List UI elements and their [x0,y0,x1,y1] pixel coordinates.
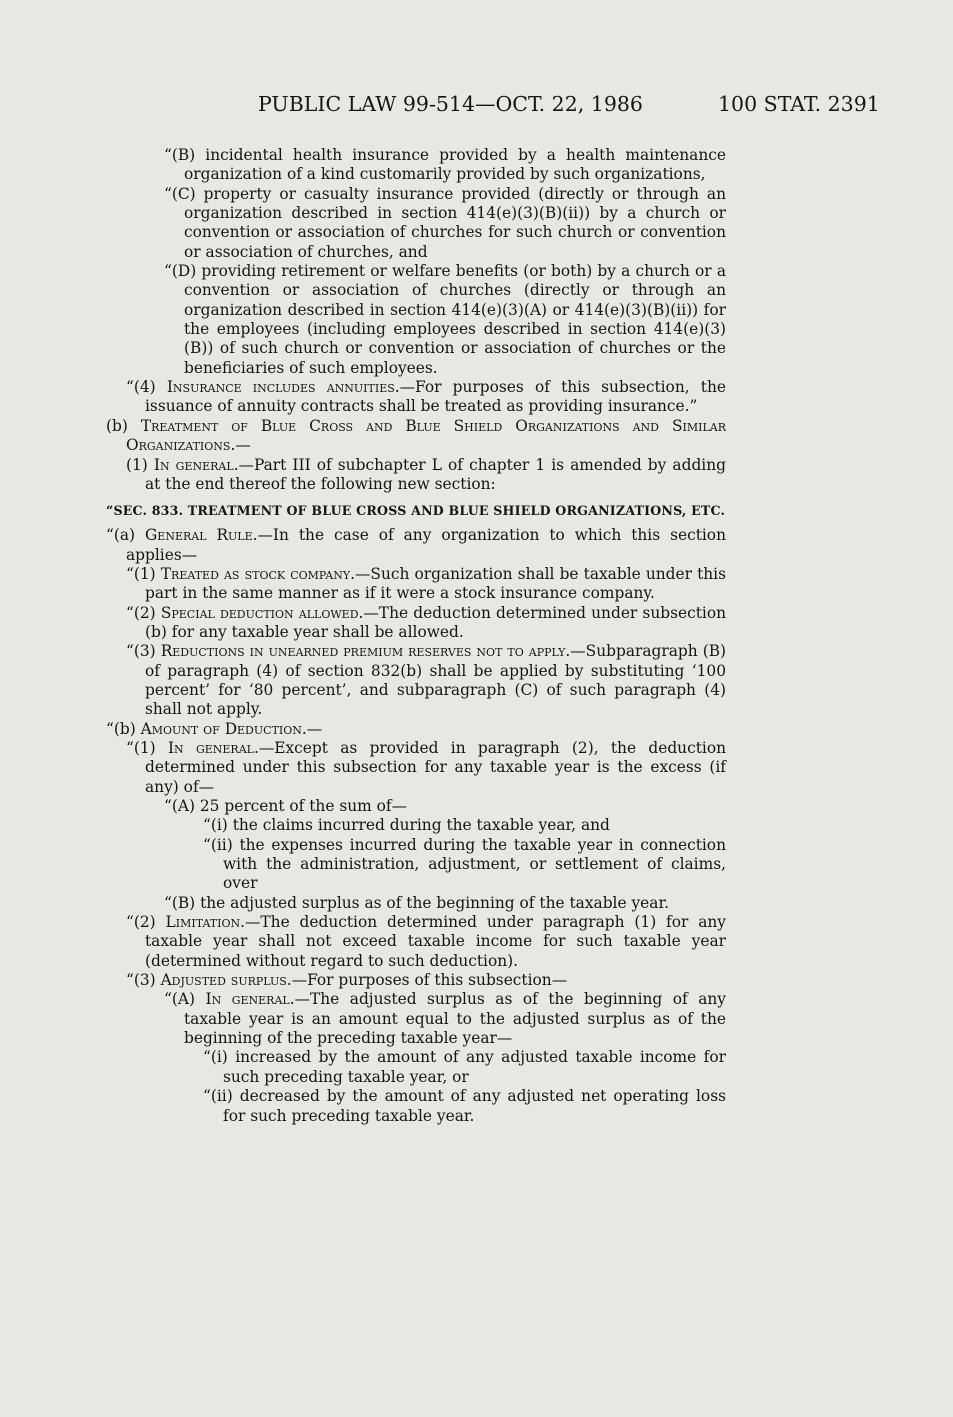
para-heading: In general [205,990,290,1009]
para-heading: Treated as stock company [160,564,351,583]
section-833-heading: “SEC. 833. TREATMENT OF BLUE CROSS AND BLUE SHIELD ORGANIZATIONS, ETC. [106,503,726,519]
para-heading: In general [153,455,234,474]
para-bb1-a-ii: “(ii) the expenses incurred during the taxable year in connection with the administration, adjustment, or settlement of claims, over [203,835,726,893]
document-body [106,146,726,1126]
para-bb3-a-ii: “(ii) decreased by the amount of any adjusted net operating loss for such preceding taxable year. [203,1087,726,1125]
para-heading: Adjusted surplus [160,971,287,990]
para-bb3-a: “(A) In general.—The adjusted surplus as of the beginning of any taxable year is an amount equal to the adjusted surplus as of the beginning of the preceding taxable year— [164,990,727,1048]
para-bb1-in-general: “(1) In general.—Except as provided in paragraph (2), the deduction determined under this subsection for any taxable year is the excess (if any) of— [126,738,726,796]
para-b-treatment-heading: (b) Treatment of Blue Cross and Blue Shield Organizations and Similar Organizations.— [106,416,726,455]
para-c-property: “(C) property or casualty insurance provided (directly or through an organization described in section 414(e)(3)(B)(ii)) by a church or convention or association of churches for such church or convention or association of churches, and [164,184,726,261]
para-4-insurance-annuities: “(4) Insurance includes annuities.—For purposes of this subsection, the issuance of annuity contracts shall be treated as providing insurance.” [126,378,726,416]
para-heading: Limitation [165,913,241,932]
para-a3-reductions: “(3) Reductions in unearned premium reserves not to apply.—Subparagraph (B) of paragraph (4) of section 832(b) shall be applied by substituting ‘100 percent’ for ‘80 percent’, and subparagraph (C) of such paragraph (4) shall not apply. [126,642,727,719]
para-heading: Amount of Deduction [140,719,302,738]
para-bb1-a: “(A) 25 percent of the sum of— [164,797,407,815]
para-bb1-b: “(B) the adjusted surplus as of the beginning of the taxable year. [164,893,670,912]
para-a-general-rule: “(a) General Rule.—In the case of any organization to which this section applies— [106,526,726,564]
para-heading: General Rule [145,526,253,545]
para-a1-stock-company: “(1) Treated as stock company.—Such organization shall be taxable under this part in the same manner as if it were a stock insurance company. [126,564,727,603]
page-header [0,92,953,122]
para-bb-amount-heading: “(b) Amount of Deduction.— [106,719,323,738]
para-heading: Special deduction allowed [160,603,359,622]
para-bb3-a-i: “(i) increased by the amount of any adjusted taxable income for such preceding taxable year, or [203,1048,726,1086]
para-heading: Insurance includes annuities [166,378,395,397]
para-bb2-limitation: “(2) Limitation.—The deduction determined under paragraph (1) for any taxable year shall not exceed taxable income for such taxable year (determined without regard to such deduction). [126,913,727,970]
para-heading: In general [167,738,254,757]
para-d-providing: “(D) providing retirement or welfare benefits (or both) by a church or a convention or association of churches (directly or through an organization described in section 414(e)(3)(A) or 414(e)(3)(B)(ii)) for the employees (including employees described in section 414(e)(3)(B)) of such church or convention or association of churches or the beneficiaries of such employees. [164,262,726,377]
para-bb1-a-i: “(i) the claims incurred during the taxable year, and [203,816,610,835]
para-b1-in-general: (1) In general.—Part III of subchapter L of chapter 1 is amended by adding at the end thereof the following new section: [126,455,726,493]
stat-page-number: 100 STAT. 2391 [718,92,880,116]
law-title: PUBLIC LAW 99-514—OCT. 22, 1986 [258,92,643,116]
para-b-incidental: “(B) incidental health insurance provided by a health maintenance organization of a kind customarily provided by such organizations, [164,146,726,184]
para-bb3-adjusted-surplus: “(3) Adjusted surplus.—For purposes of this subsection— [126,971,568,990]
para-heading: Treatment of Blue Cross and Blue Shield Organizations and Similar Organizations [126,416,726,455]
para-heading: Reductions in unearned premium reserves not to apply [160,642,566,661]
para-a2-special-deduction: “(2) Special deduction allowed.—The deduction determined under subsection (b) for any taxable year shall be allowed. [126,603,727,641]
